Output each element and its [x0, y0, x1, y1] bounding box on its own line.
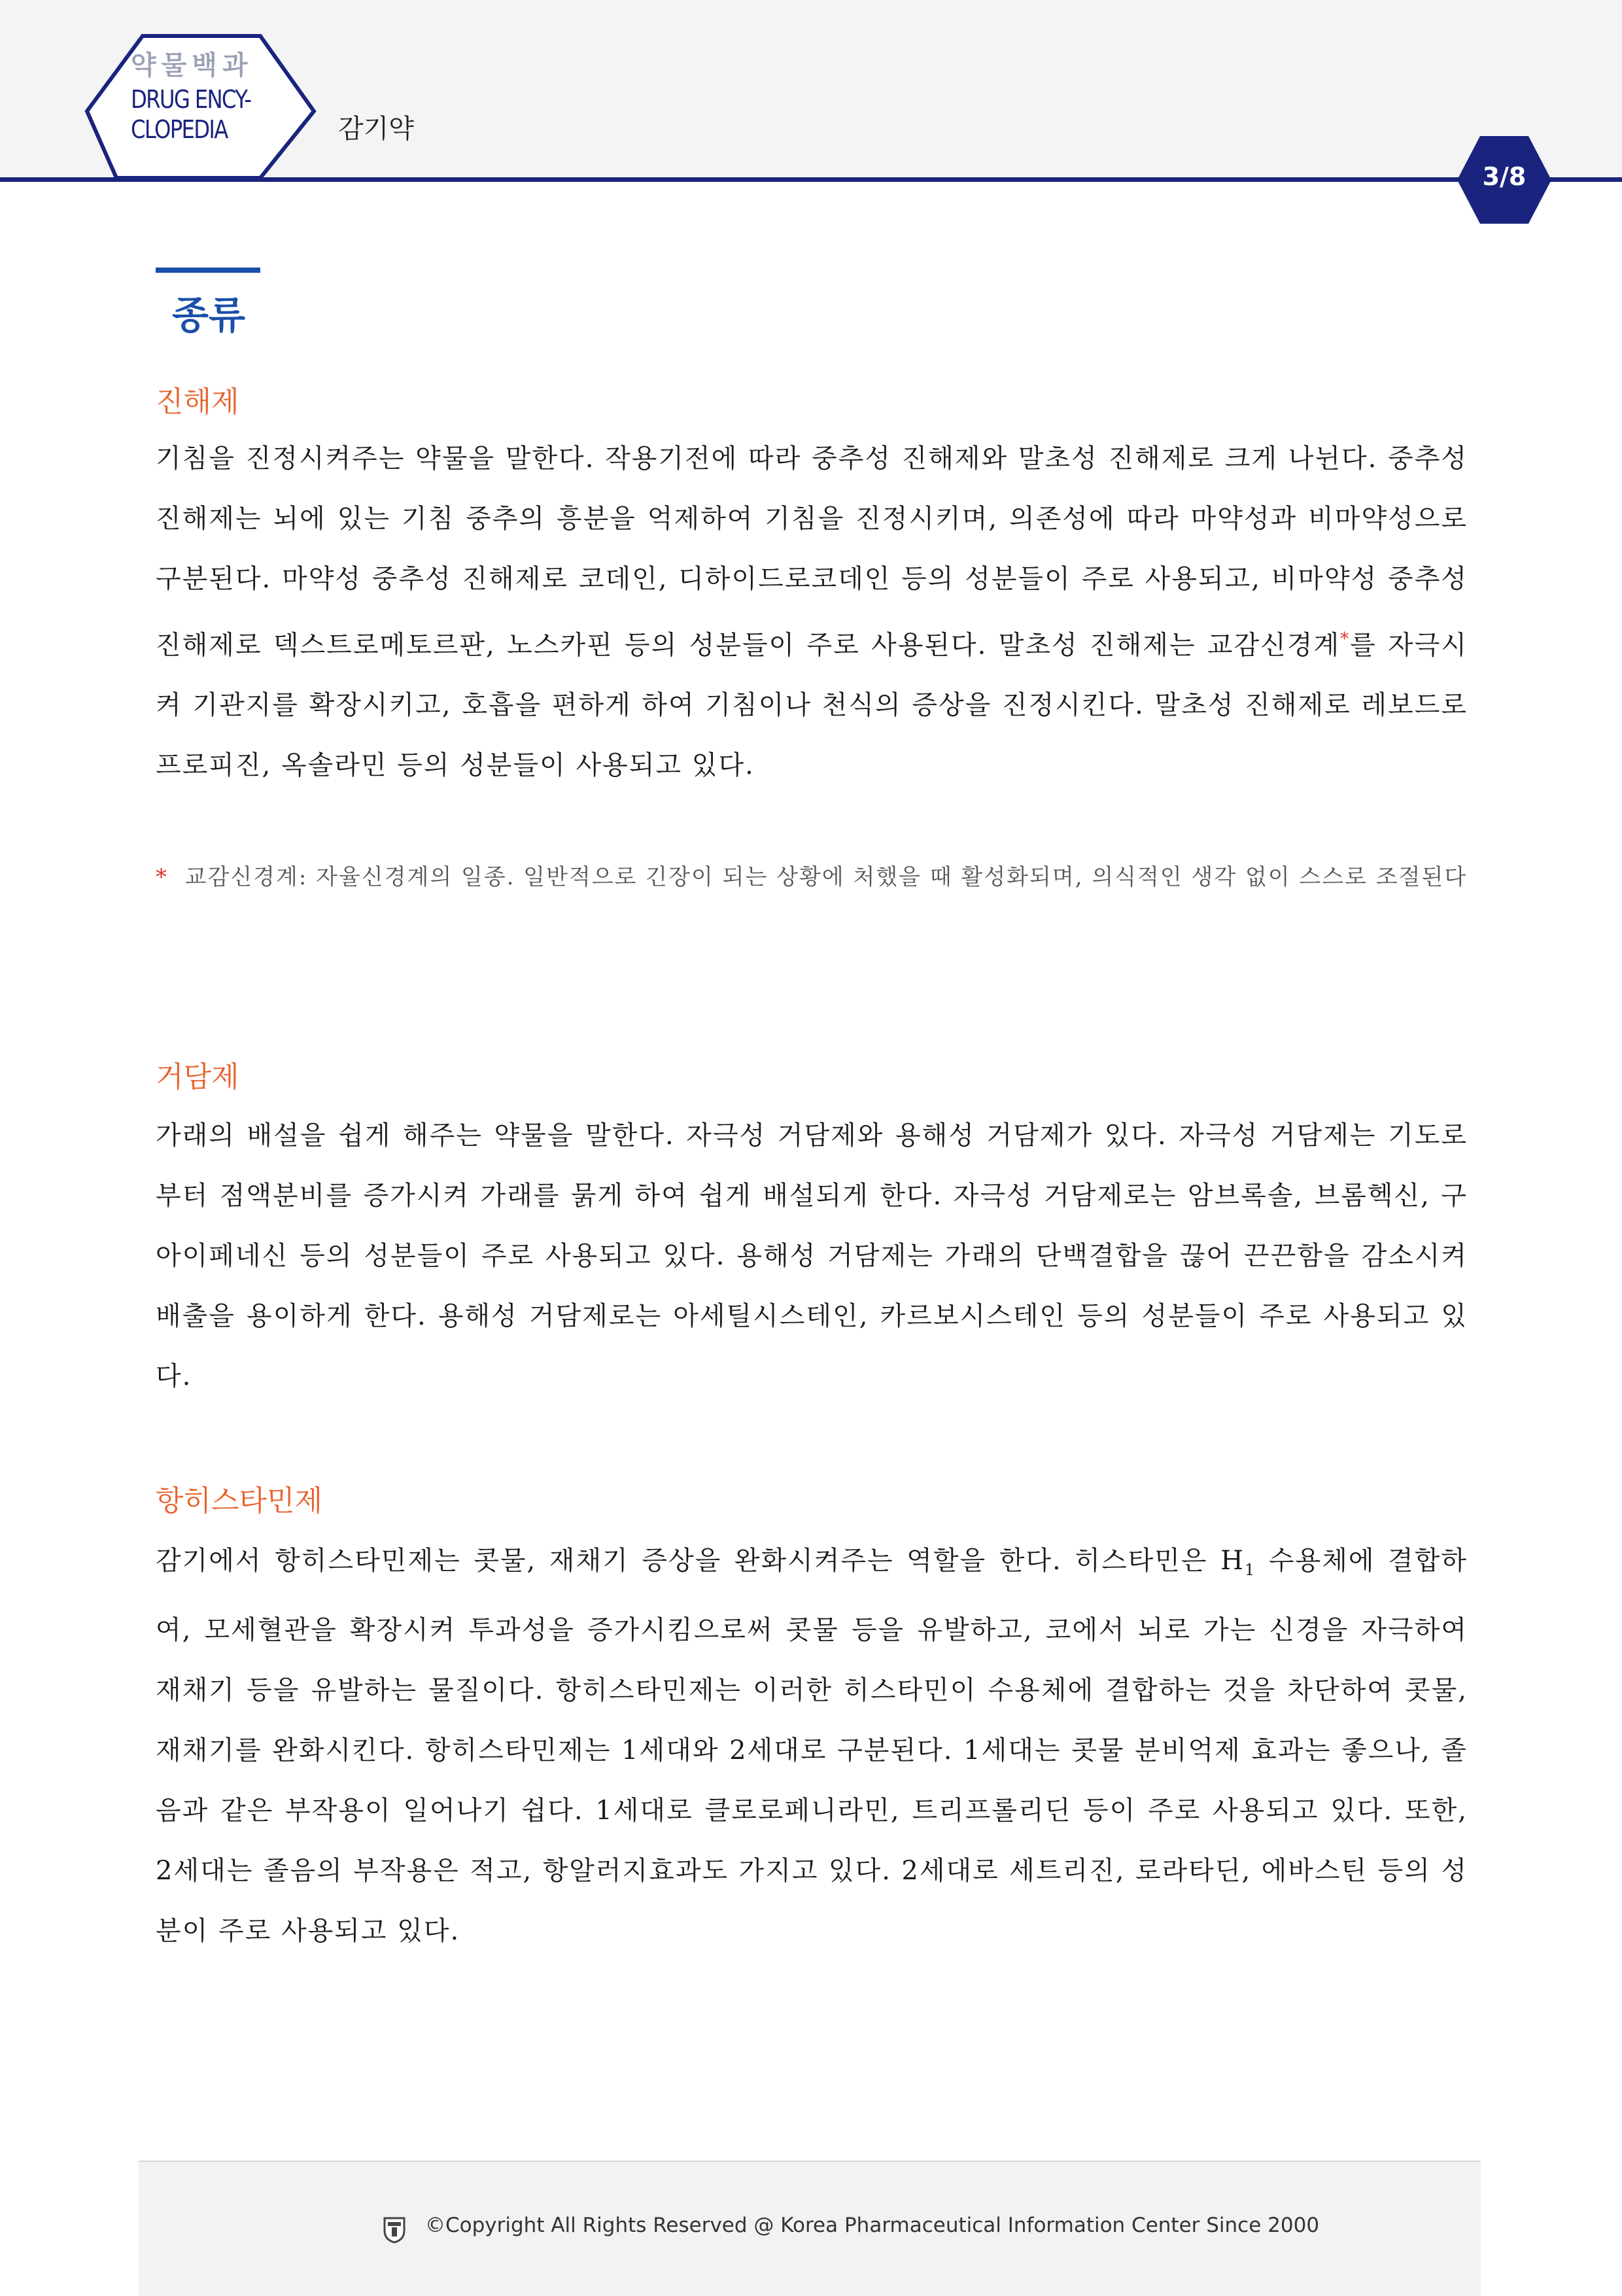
- shield-icon: [383, 2216, 406, 2244]
- copyright-text: ©Copyright All Rights Reserved @ Korea Pharmaceutical Information Center Since 2000: [425, 2214, 1320, 2237]
- expectorant-heading: 거담제: [156, 1060, 239, 1094]
- footnote-star: *: [156, 864, 168, 890]
- section-title-bar: [156, 268, 260, 273]
- logo-korean: 약물백과: [131, 50, 253, 80]
- header-title: 감기약: [338, 114, 414, 144]
- antitussive-text-1: 기침을 진정시켜주는 약물을 말한다. 작용기전에 따라 중추성 진해제와 말초성 진해제로 크게 나뉜다. 중추성 진해제는 뇌에 있는 기침 중추의 흥분을 억제하여 기침을 진정시키며, 의존성에 따라 마약성과 비마약성으로 구분된다. 마약성 중추성 진해제로 코데인, 디하이드로코데인 등의 성분들이 주로 사용되고, 비마약성 중추성 진해제로 덱스트로메토르판, 노스카핀 등의 성분들이 주로 사용된다. 말초성 진해제는 교감신경계: [156, 444, 1468, 661]
- logo: [131, 44, 275, 145]
- expectorant-paragraph: 가래의 배설을 쉽게 해주는 약물을 말한다. 자극성 거담제와 용해성 거담제가 있다. 자극성 거담제는 기도로부터 점액분비를 증가시켜 가래를 묽게 하여 쉽게 배설되게 한다. 자극성 거담제로는 암브록솔, 브롬헥신, 구아이페네신 등의 성분들이 주로 사용되고 있다. 용해성 거담제는 가래의 단백결합을 끊어 끈끈함을 감소시켜 배출을 용이하게 한다. 용해성 거담제로는 아세틸시스테인, 카르보시스테인 등의 성분들이 주로 사용되고 있다.: [156, 1121, 1468, 1391]
- footnote: [156, 850, 1468, 904]
- antitussive-text-2: 를 자극시켜 기관지를 확장시키고, 호흡을 편하게 하여 기침이나 천식의 증상을 진정시킨다. 말초성 진해제로 레보드로프로피진, 옥솔라민 등의 성분들이 사용되고 있다.: [156, 630, 1468, 781]
- antitussive-heading: 진해제: [156, 385, 239, 419]
- receptor-subscript: 1: [1245, 1561, 1256, 1579]
- antihistamine-text-2: 수용체에 결합하여, 모세혈관을 확장시켜 투과성을 증가시킴으로써 콧물 등을 유발하고, 코에서 뇌로 가는 신경을 자극하여 재채기 등을 유발하는 물질이다. 항히스타민제는 이러한 히스타민이 수용체에 결합하는 것을 차단하여 콧물, 재채기를 완화시킨다. 항히스타민제는 1세대와 2세대로 구분된다. 1세대는 콧물 분비억제 효과는 좋으나, 졸음과 같은 부작용이 일어나기 쉽다. 1세대로 클로로페니라민, 트리프롤리딘 등이 주로 사용되고 있다. 또한, 2세대는 졸음의 부작용은 적고, 항알러지효과도 가지고 있다. 2세대로 세트리진, 로라타딘, 에바스틴 등의 성분이 주로 사용되고 있다.: [156, 1546, 1468, 1946]
- logo-english-line1: DRUG ENCY-: [131, 85, 251, 114]
- logo-english-line2: CLOPEDIA: [131, 115, 228, 144]
- antihistamine-heading: 항히스타민제: [156, 1484, 323, 1518]
- page-number: 3/8: [1482, 162, 1527, 191]
- footnote-marker: *: [1340, 629, 1351, 649]
- antitussive-paragraph: [156, 428, 1468, 795]
- antihistamine-paragraph: [156, 1531, 1468, 1961]
- section-title: 종류: [172, 293, 246, 338]
- antihistamine-text-1: 감기에서 항히스타민제는 콧물, 재채기 증상을 완화시켜주는 역할을 한다. 히스타민은 H: [156, 1546, 1245, 1576]
- footnote-text: 교감신경계: 자율신경계의 일종. 일반적으로 긴장이 되는 상황에 처했을 때 활성화되며, 의식적인 생각 없이 스스로 조절된다: [184, 864, 1468, 890]
